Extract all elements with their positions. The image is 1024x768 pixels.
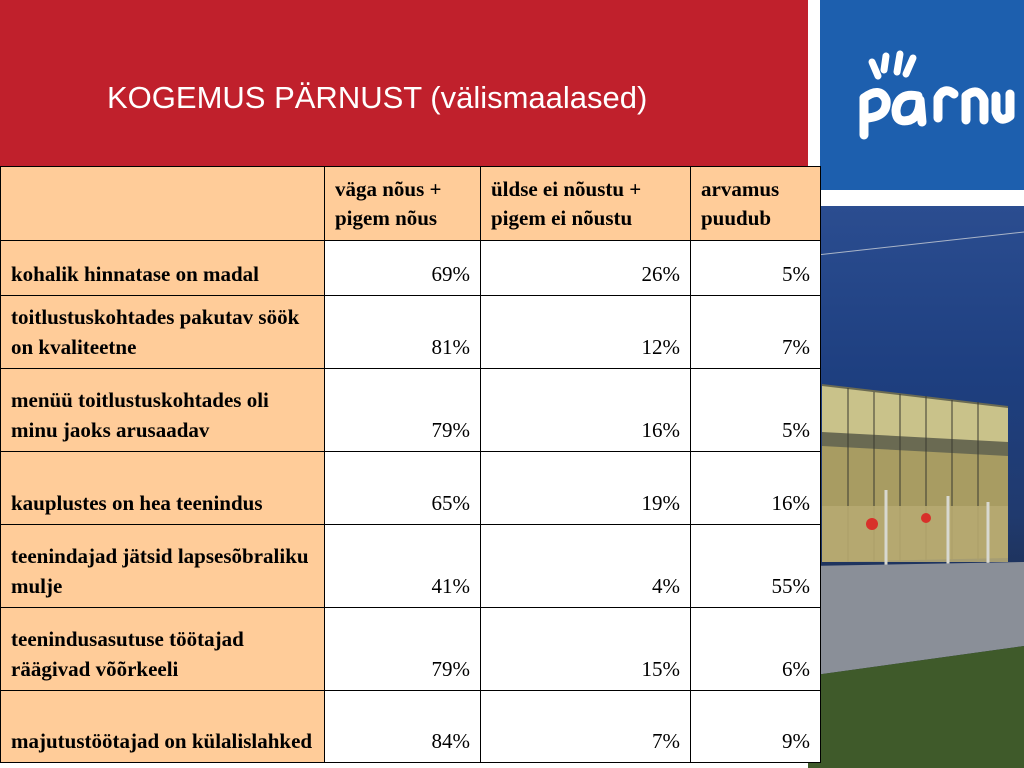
cell-agree: 65% <box>325 452 481 525</box>
cell-no-opinion: 7% <box>691 296 821 369</box>
cell-disagree: 16% <box>481 369 691 452</box>
survey-table <box>0 166 821 763</box>
table-row <box>1 608 821 691</box>
cell-agree: 81% <box>325 296 481 369</box>
row-label: kohalik hinnatase on madal <box>1 241 325 296</box>
cell-disagree: 12% <box>481 296 691 369</box>
row-label: majutustöötajad on külalislahked <box>1 691 325 763</box>
table-row <box>1 525 821 608</box>
cell-no-opinion: 5% <box>691 241 821 296</box>
title-band <box>0 0 808 166</box>
table-row <box>1 691 821 763</box>
cell-no-opinion: 16% <box>691 452 821 525</box>
cell-disagree: 26% <box>481 241 691 296</box>
table-header-row <box>1 167 821 241</box>
cell-agree: 84% <box>325 691 481 763</box>
row-label: toitlustuskohtades pakutav söök on kvaliteetne <box>1 296 325 369</box>
row-label: menüü toitlustuskohtades oli minu jaoks arusaadav <box>1 369 325 452</box>
table-row <box>1 369 821 452</box>
cell-agree: 41% <box>325 525 481 608</box>
table-row <box>1 296 821 369</box>
header-cell-empty <box>1 167 325 241</box>
cell-no-opinion: 55% <box>691 525 821 608</box>
building-photo <box>808 206 1024 768</box>
table-row <box>1 241 821 296</box>
header-cell-no-opinion: arvamus puudub <box>691 167 821 241</box>
header-cell-disagree: üldse ei nõustu + pigem ei nõustu <box>481 167 691 241</box>
right-panel <box>808 0 1024 768</box>
cell-agree: 79% <box>325 369 481 452</box>
cell-disagree: 15% <box>481 608 691 691</box>
cell-no-opinion: 5% <box>691 369 821 452</box>
cell-disagree: 7% <box>481 691 691 763</box>
cell-disagree: 19% <box>481 452 691 525</box>
cell-agree: 69% <box>325 241 481 296</box>
row-label: kauplustes on hea teenindus <box>1 452 325 525</box>
header-cell-agree: väga nõus + pigem nõus <box>325 167 481 241</box>
row-label: teenindajad jätsid lapsesõbraliku mulje <box>1 525 325 608</box>
cell-no-opinion: 6% <box>691 608 821 691</box>
slide-title: KOGEMUS PÄRNUST (välismaalased) <box>107 80 648 115</box>
cell-no-opinion: 9% <box>691 691 821 763</box>
cell-agree: 79% <box>325 608 481 691</box>
table-row <box>1 452 821 525</box>
cell-disagree: 4% <box>481 525 691 608</box>
row-label: teenindusasutuse töötajad räägivad võõrkeeli <box>1 608 325 691</box>
building-photo-graphic <box>808 206 1024 768</box>
parnu-logo-graphic <box>820 0 1024 190</box>
parnu-logo <box>820 0 1024 190</box>
